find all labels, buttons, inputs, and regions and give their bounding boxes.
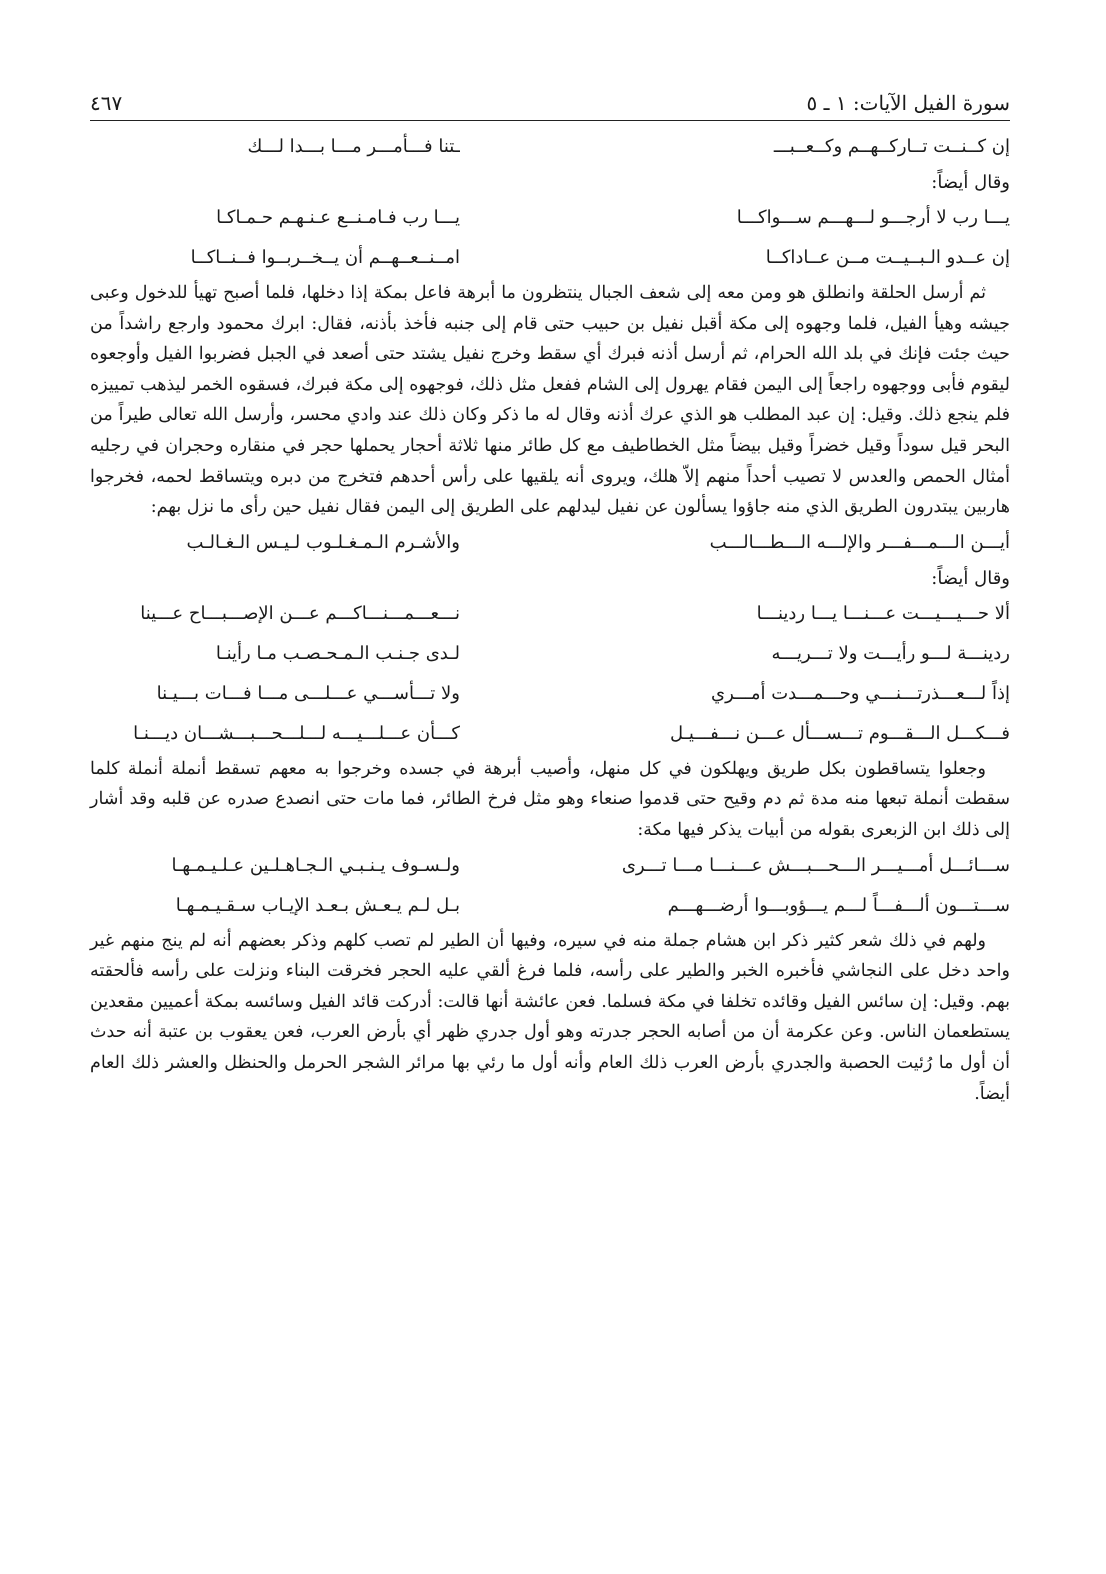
poem-verse — [90, 238, 1010, 278]
poem-verse — [90, 846, 1010, 886]
poem-verse — [90, 523, 1010, 563]
body-paragraph — [90, 754, 1010, 846]
verse-first-hemistich: ردينـــة لـــو رأيـــت ولا تـــريـــه — [771, 642, 1010, 664]
verse-first-hemistich: يـــا رب لا أرجـــو لـــهـــم ســـواكـــا — [736, 207, 1010, 228]
header-title: سورة الفيل الآيات: ١ ـ ٥ — [806, 91, 1010, 115]
verse-first-hemistich: إذاً لـــعـــذرتـــنـــي وحـــمـــدت أمـــري — [711, 682, 1010, 704]
verse-first-hemistich: ســـائـــل أمـــيـــر الـــحـــبـــش عـــنـــا مـــا تـــرى — [621, 854, 1010, 876]
book-page — [90, 88, 1010, 1109]
verse-first-hemistich: فـــكـــل الـــقـــوم تـــســـأل عـــن نـــفـــيـل — [669, 722, 1010, 744]
verse-second-hemistich: كـــأن عـــلـــيـــه لـــلـــحـــبـــشـــان ديـــنـا — [133, 722, 460, 744]
verse-first-hemistich: إن عــدو الـبــيــت مــن عــاداكــا — [765, 247, 1010, 268]
poem-verse — [90, 594, 1010, 634]
paragraph-text: وجعلوا يتساقطون بكل طريق ويهلكون في كل منهل، وأصيب أبرهة في جسده وخرجوا به معهم تسقط أنملة أنملة كلما سقطت أنملة تبعها منه مدة ثم دم وقيح حتى قدموا صنعاء وهو مثل فرخ الطائر، فما مات حتى انصدع صدره عن قلبه وقد أشار إلى ذلك ابن الزبعرى بقوله من أبيات يذكر فيها مكة: — [90, 758, 1010, 840]
body-paragraph — [90, 926, 1010, 1110]
poem-verse — [90, 127, 1010, 167]
verse-second-hemistich: لـدى جـنـب الـمـحـصـب مـا رأينـا — [215, 642, 460, 664]
page-number: ٤٦٧ — [90, 91, 123, 115]
verse-first-hemistich: ســـتـــون ألـــفـــاً لـــم يـــؤوبـــوا أرضـــهـــم — [667, 894, 1010, 916]
verse-second-hemistich: ولا تـــأســـي عـــلـــى مـــا فـــات بـــيـنا — [156, 682, 460, 704]
body-paragraph — [90, 278, 1010, 523]
poem-intro: وقال أيضاً: — [931, 172, 1010, 193]
poem-verse — [90, 886, 1010, 926]
verse-second-hemistich: امــنــعــهــم أن يــخــربــوا فــنــاكــا — [190, 247, 460, 268]
verse-second-hemistich: ـتنا فـــأمـــر مـــا بـــدا لـــك — [247, 136, 460, 157]
verse-second-hemistich: بـل لـم يـعـش بـعـد الإيـاب سـقـيـمـهـا — [175, 894, 460, 916]
poem-verse — [90, 198, 1010, 238]
verse-first-hemistich: أيـــن الـــمـــفـــر والإلـــه الـــطـــالـــب — [709, 531, 1010, 553]
verse-first-hemistich: إن كــنــت تــاركــهــم وكــعــبـــ — [773, 136, 1010, 157]
paragraph-text: ثم أرسل الحلقة وانطلق هو ومن معه إلى شعف الجبال ينتظرون ما أبرهة فاعل بمكة إذا دخلها، فلما أصبح تهيأ للدخول وعبى جيشه وهيأ الفيل، فلما وجهوه إلى مكة أقبل نفيل بن حبيب حتى قام إلى جنبه فأخذ بأذنه، فقال: ابرك محمود وارجع راشداً من حيث جئت فإنك في بلد الله الحرام، ثم أرسل أذنه فبرك أي سقط وخرج نفيل يشتد حتى أصعد في الجبل فضربوا الفيل وأوجعوه ليقوم فأبى ووجهوه راجعاً إلى اليمن فقام يهرول إلى الشام ففعل مثل ذلك، فوجهوه إلى مكة فبرك، فسقوه الخمر ليذهب تمييزه فلم ينجع ذلك. وقيل: إن عبد المطلب هو الذي عرك أذنه وقال له ما ذكر وكان ذلك عند وادي محسر، وأرسل الله تعالى طيراً من البحر قيل سوداً وقيل خضراً وقيل بيضاً مثل الخطاطيف مع كل طائر منها ثلاثة أحجار يحملها حجر في منقاره وحجران في رجليه أمثال الحمص والعدس لا تصيب أحداً منهم إلاّ هلك، ويروى أنه يلقيها على رأس أحدهم فتخرج من دبره ويتساقط لحمه، فخرجوا هاربين يبتدرون الطريق الذي منه جاؤوا يسألون عن نفيل ليدلهم على الطريق إلى اليمن فقال نفيل حين رأى ما نزل بهم: — [90, 283, 1010, 518]
verse-second-hemistich: نـــعـــمـــنـــاكـــم عـــن الإصـــبـــاح عـــينا — [140, 602, 460, 624]
verse-second-hemistich: ولـسـوف يـنـبـي الـجـاهـلـين عـلـيـمـهـا — [171, 854, 460, 876]
verse-first-hemistich: ألا حـــيـــيـــت عـــنـــا يـــا ردينـــا — [756, 602, 1010, 624]
poem-verse — [90, 674, 1010, 714]
running-header — [90, 88, 1010, 121]
verse-second-hemistich: يـــا رب فـامـنــع عـنـهـم حـمـاكـا — [216, 207, 460, 228]
poem-verse — [90, 714, 1010, 754]
paragraph-text: ولهم في ذلك شعر كثير ذكر ابن هشام جملة منه في سيره، وفيها أن الطير لم تصب كلهم وذكر بعضهم أنه لم ينج منهم غير واحد دخل على النجاشي فأخبره الخبر والطير على رأسه، فلما فرغ ألقي عليه الحجر فخرقت البناء ونزلت على رأسه فألحقته بهم. وقيل: إن سائس الفيل وقائده تخلفا في مكة فسلما. فعن عائشة أنها قالت: أدركت قائد الفيل وسائسه بمكة أعميين مقعدين يستطعمان الناس. وعن عكرمة أن من أصابه الحجر جدرته وهو أول جدري ظهر أي بأرض العرب، فعن يعقوب بن عتبة أنه حدث أن أول ما رُئيت الحصبة والجدري بأرض العرب ذلك العام وأنه أول ما رئي بها مرائر الشجر الحرمل والحنظل والعشر ذلك العام أيضاً. — [90, 930, 1010, 1104]
poem-verse — [90, 634, 1010, 674]
poem-intro: وقال أيضاً: — [931, 567, 1010, 589]
verse-second-hemistich: والأشـرم الـمـغـلـوب لـيـس الـغـالـب — [186, 531, 460, 553]
